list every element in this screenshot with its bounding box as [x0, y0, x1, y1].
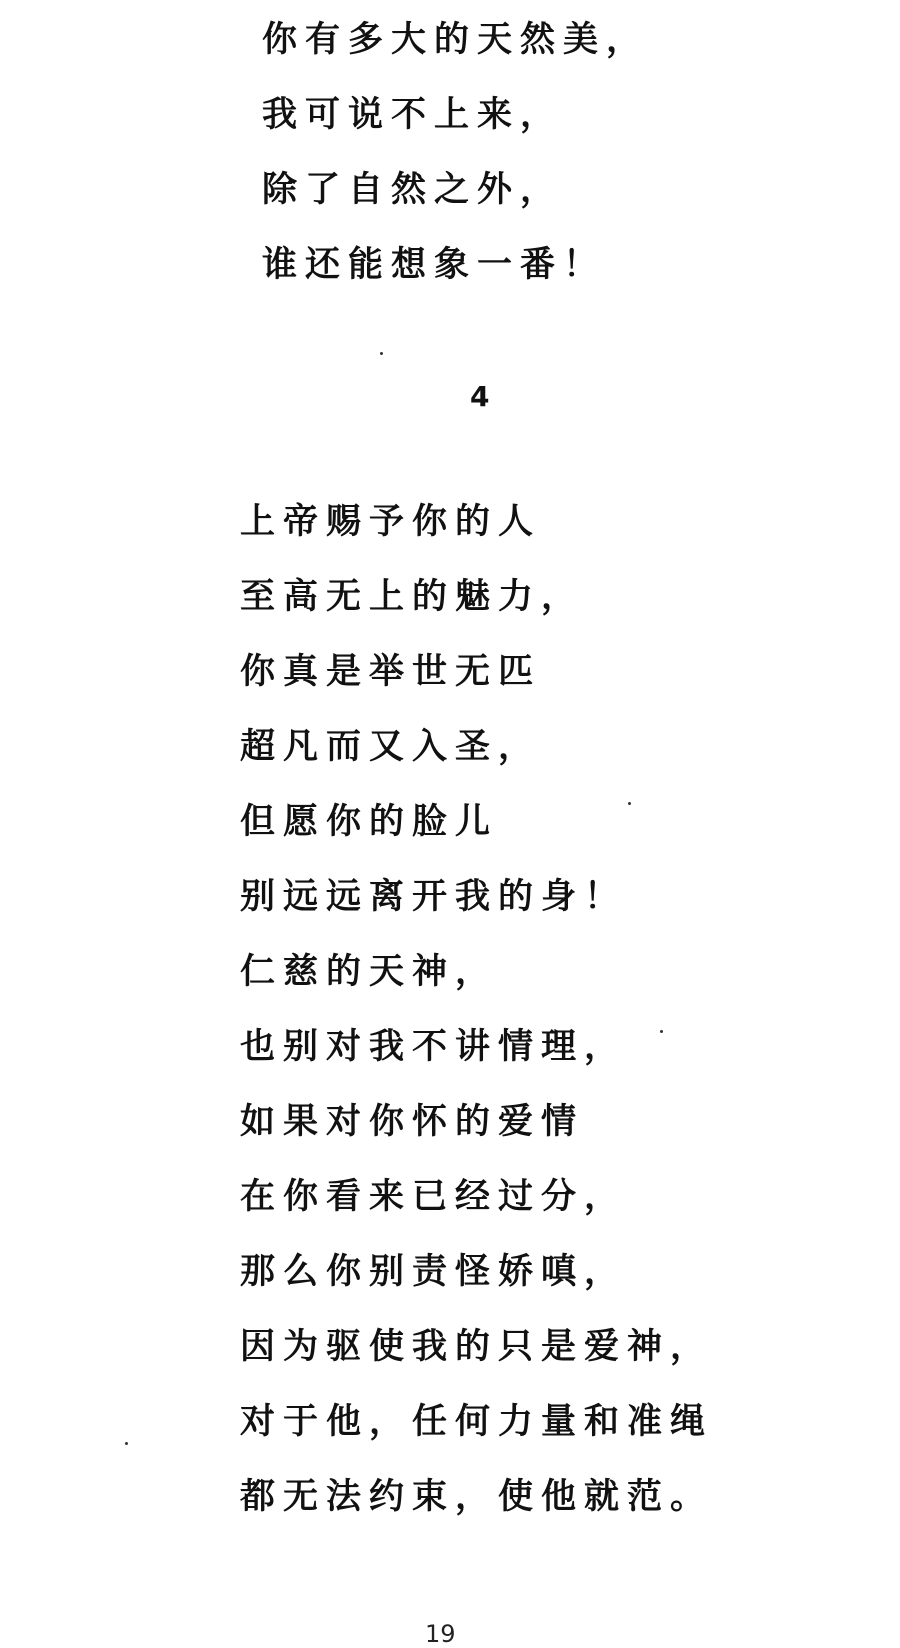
poem-line: 你有多大的天然美， — [262, 19, 650, 60]
print-speck — [380, 352, 383, 355]
poem-line: 在你看来已经过分， — [240, 1176, 628, 1217]
poem-line: 对于他，任何力量和准绳 — [240, 1401, 714, 1442]
poem-line: 除了自然之外， — [262, 169, 564, 210]
poem-line: 也别对我不讲情理， — [240, 1026, 628, 1067]
poem-line: 超凡而又入圣， — [240, 726, 542, 767]
poem-line: 但愿你的脸儿 — [240, 801, 499, 842]
print-speck — [660, 1030, 663, 1033]
print-speck — [125, 1442, 128, 1445]
page-number: 19 — [425, 1620, 456, 1648]
poem-line: 谁还能想象一番！ — [262, 244, 607, 285]
poem-line: 都无法约束，使他就范。 — [240, 1476, 714, 1517]
poem-stanza-top — [262, 18, 649, 318]
print-speck — [628, 802, 631, 805]
poem-line: 别远远离开我的身！ — [240, 876, 628, 917]
section-number: 4 — [470, 380, 490, 413]
poem-line: 你真是举世无匹 — [240, 651, 542, 692]
poem-line: 仁慈的天神， — [240, 951, 499, 992]
poem-line: 我可说不上来， — [262, 94, 564, 135]
poem-line: 因为驱使我的只是爱神， — [240, 1326, 714, 1367]
poem-line: 那么你别责怪娇嗔， — [240, 1251, 628, 1292]
poem-line: 上帝赐予你的人 — [240, 501, 542, 542]
poem-stanza-main — [240, 500, 713, 1550]
poem-line: 至高无上的魅力， — [240, 576, 585, 617]
poem-line: 如果对你怀的爱情 — [240, 1101, 585, 1142]
